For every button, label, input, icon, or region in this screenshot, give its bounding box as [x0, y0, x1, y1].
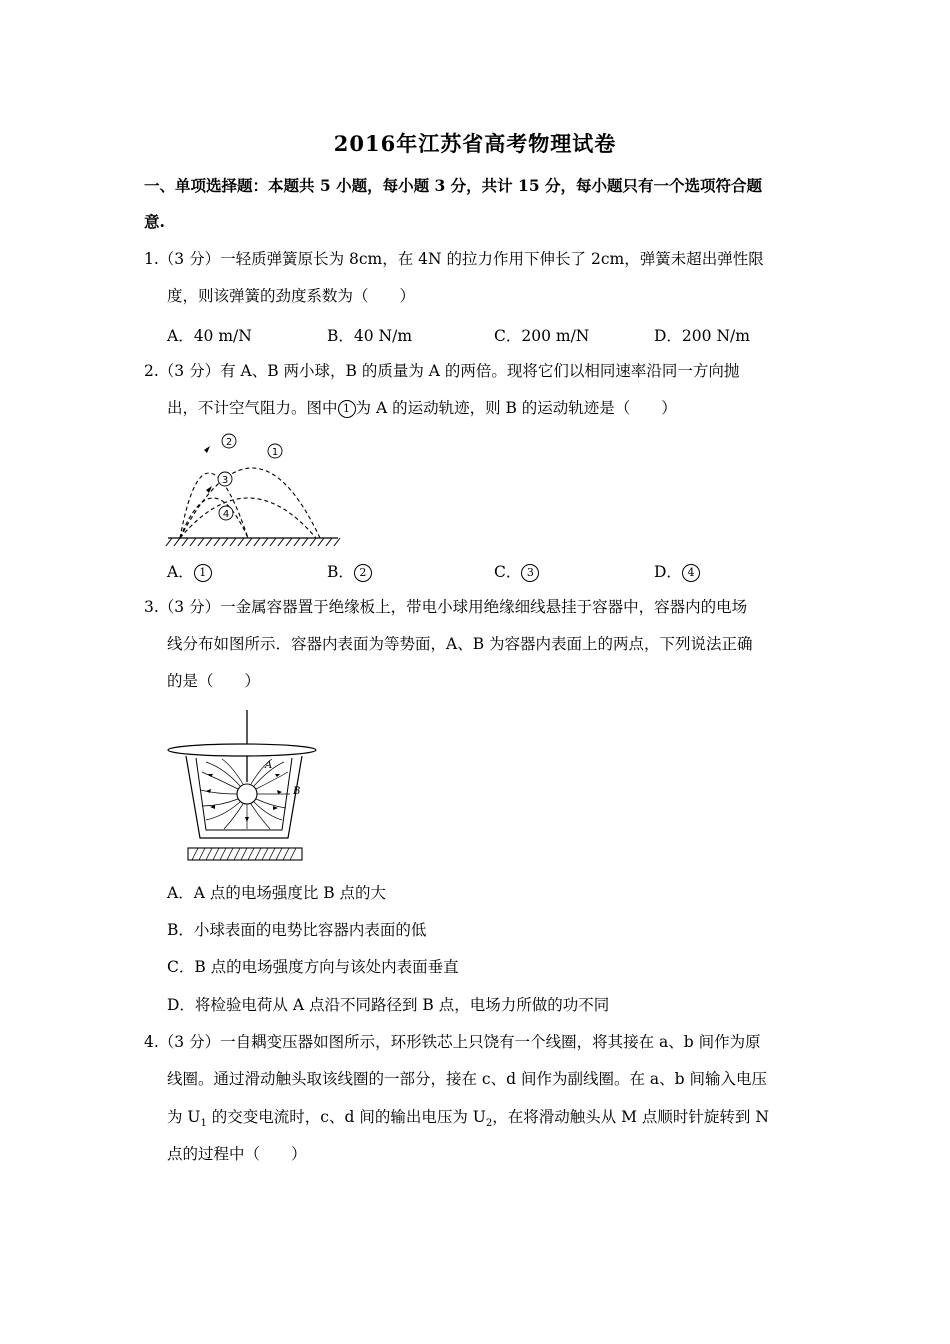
fig-label-1: 1: [271, 447, 279, 458]
section-heading-line2: 意.: [144, 212, 165, 231]
q2-option-c: C． 3: [494, 560, 539, 582]
q2-option-a: A． 1: [167, 560, 212, 582]
q1-option-c: C．200 m/N: [494, 327, 590, 345]
trajectory-2: [180, 473, 248, 538]
q3-text-line2: 线分布如图所示．容器内表面为等势面，A、B 为容器内表面上的两点，下列说法正确: [167, 635, 753, 653]
fig-label-a: A: [265, 760, 273, 771]
trajectory-1: [180, 468, 320, 538]
q3-text-line3: 的是（ ）: [167, 672, 261, 690]
q1-text-line2: 度，则该弹簧的劲度系数为（ ）: [167, 287, 416, 305]
q3-container-figure: [162, 710, 322, 870]
q4-sub-1: 1: [200, 1118, 207, 1130]
q1-option-d: D．200 N/m: [654, 327, 750, 345]
q4-sub-2: 2: [485, 1118, 493, 1130]
q2-text-line2a: 出，不计空气阻力。图中: [167, 399, 338, 417]
q3-option-b: B．小球表面的电势比容器内表面的低: [167, 921, 427, 939]
q2-option-d: D． 4: [654, 560, 700, 582]
q2-text-line2b: 为 A 的运动轨迹，则 B 的运动轨迹是（ ）: [355, 399, 677, 417]
q1-text-line1: 1.（3 分）一轻质弹簧原长为 8cm，在 4N 的拉力作用下伸长了 2cm，弹簧未超出弹性限: [144, 250, 764, 268]
q3-option-a: A．A 点的电场强度比 B 点的大: [167, 884, 387, 902]
fig-label-2: 2: [225, 437, 233, 448]
q3-text-line1: 3.（3 分）一金属容器置于绝缘板上，带电小球用绝缘细线悬挂于容器中，容器内的电场: [144, 598, 748, 616]
q4-text-line2: 线圈。通过滑动触头取该线圈的一部分，接在 c、d 间作为副线圈。在 a、b 间输入电压: [167, 1070, 767, 1088]
q2-option-b-mark: 2: [354, 564, 372, 582]
section-heading-line1: 一、单项选择题：本题共 5 小题，每小题 3 分，共计 15 分，每小题只有一个选项符合题: [144, 176, 763, 195]
q1-option-b: B．40 N/m: [327, 327, 413, 345]
q2-trajectory-figure: [164, 428, 344, 550]
trajectory-3: [180, 498, 248, 538]
page-title: 2016年江苏省高考物理试卷: [333, 131, 617, 156]
fig-label-3: 3: [221, 475, 229, 486]
q2-option-d-mark: 4: [682, 564, 700, 582]
trajectory-4: [180, 498, 316, 538]
q2-option-b: B． 2: [327, 560, 372, 582]
q2-trajectory-mark: 1: [338, 400, 356, 418]
fig-label-4: 4: [222, 509, 230, 520]
q2-option-c-mark: 3: [521, 564, 539, 582]
q4-text-line4: 点的过程中（ ）: [167, 1145, 307, 1163]
q2-option-a-mark: 1: [194, 564, 212, 582]
q3-option-d: D．将检验电荷从 A 点沿不同路径到 B 点，电场力所做的功不同: [167, 996, 610, 1014]
q3-option-c: C．B 点的电场强度方向与该处内表面垂直: [167, 958, 459, 976]
q4-text-line1: 4.（3 分）一自耦变压器如图所示，环形铁芯上只饶有一个线圈，将其接在 a、b 间作为原: [144, 1033, 761, 1051]
q2-text-line2: [167, 398, 677, 418]
q4-text-line3: 为 $U_1$ 的交变电流时，c、d 间的输出电压为 $U_2$，在将滑动触头从 M 点顺时针旋转到 N: [167, 1108, 769, 1130]
q2-text-line1: 2.（3 分）有 A、B 两小球，B 的质量为 A 的两倍。现将它们以相同速率沿同一方向抛: [144, 362, 740, 380]
q1-option-a: A．40 m/N: [167, 327, 252, 345]
fig-label-b: B: [293, 786, 301, 797]
